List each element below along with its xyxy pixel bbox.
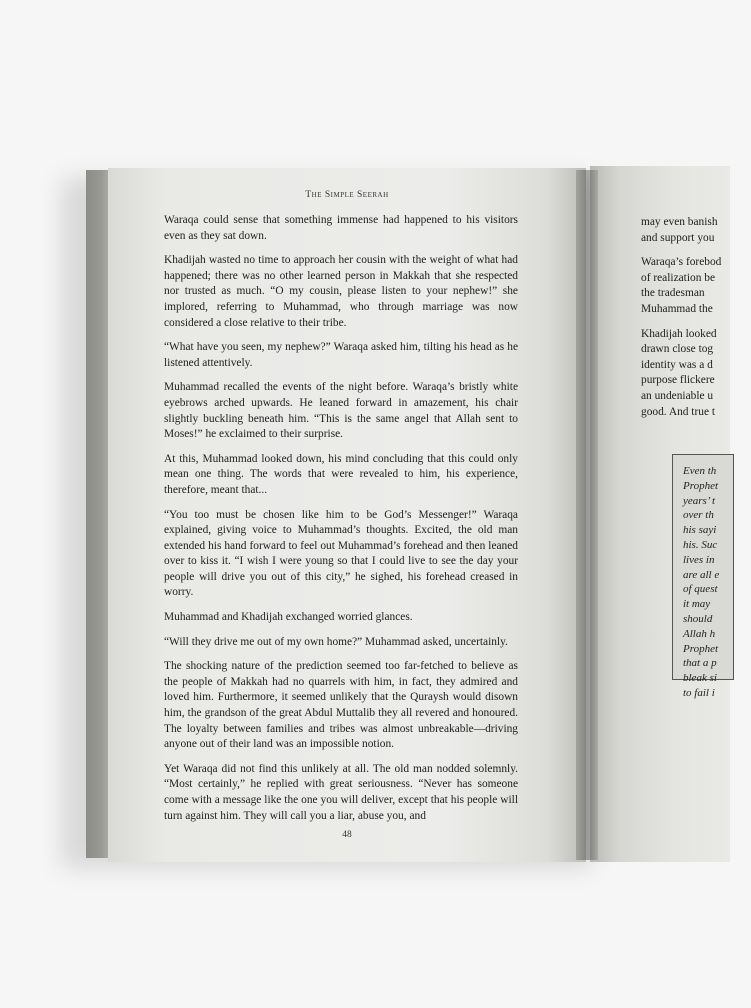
- quote-line: should: [683, 612, 713, 625]
- left-page-body: [164, 213, 518, 833]
- paragraph: The shocking nature of the prediction seemed too far-fetched to believe as the people of Makkah had no quarrels with him, in fact, they admired and loved him. Furthermore, it seemed unlikely that the Quraysh would disown him, the grandson of the great Abdul Muttalib they all revered and honoured. The loyalty between families and tribes was almost unbreakable—driving anyone out of their land was an impossible notion.: [164, 660, 518, 751]
- quote-line: that a p: [683, 657, 717, 670]
- quote-line: are all e: [683, 568, 720, 581]
- right-page-body: [641, 215, 751, 429]
- paragraph: “You too must be chosen like him to be God’s Messenger!” Waraqa explained, giving voice to Muhammad’s thoughts. Excited, the old man extended his hand forward to feel out Muhammad’s forehead and then leaned over to kiss it. “I wish I were young so that I could live to see the day your people will drive you out of this city,” he sighed, his forehead creased in worry.: [164, 508, 518, 599]
- quote-text: [673, 455, 733, 701]
- quote-line: Prophet: [683, 479, 719, 492]
- text-line: Muhammad the: [641, 302, 713, 315]
- quote-line: bleak si: [683, 672, 717, 685]
- quote-line: to fail i: [683, 686, 715, 699]
- paragraph: “Will they drive me out of my own home?” Muhammad asked, uncertainly.: [164, 635, 508, 648]
- text-line: may even banish: [641, 216, 718, 228]
- text-line: good. And true t: [641, 405, 716, 418]
- paragraph: [641, 327, 751, 421]
- text-line: the tradesman: [641, 287, 705, 300]
- text-line: Waraqa’s forebod: [641, 256, 722, 269]
- quote-line: Prophet: [683, 642, 719, 655]
- paragraph: Waraqa could sense that something immense had happened to his visitors even as they sat down.: [164, 214, 518, 242]
- quote-line: over th: [683, 509, 714, 522]
- running-head: The Simple Seerah: [305, 190, 389, 200]
- quote-box: [672, 454, 734, 699]
- paragraph: At this, Muhammad looked down, his mind concluding that this could only mean one thing. The words that were revealed to him, his experience, therefore, meant that...: [164, 452, 518, 496]
- text-line: drawn close tog: [641, 343, 714, 356]
- paragraph: Muhammad and Khadijah exchanged worried glances.: [164, 611, 413, 624]
- text-line: identity was a d: [641, 358, 713, 371]
- quote-line: it may: [683, 598, 711, 611]
- paragraph: Khadijah wasted no time to approach her cousin with the weight of what had happened; there was no other learned person in Makkah that she respected nor trusted as much. “O my cousin, please listen to your nephew!” she implored, referring to Muhammad, who through marriage was now considered a close relative to their tribe.: [164, 254, 518, 329]
- quote-line: his sayi: [683, 524, 717, 537]
- book-gutter: [576, 170, 598, 860]
- text-line: of realization be: [641, 271, 716, 284]
- quote-line: lives in: [683, 553, 715, 566]
- text-line: and support you: [641, 231, 715, 244]
- paragraph: Muhammad recalled the events of the night before. Waraqa’s bristly white eyebrows arched upwards. He leaned forward in amazement, his chair slightly buckling beneath him. “This is the same angel that Allah sent to Moses!” he exclaimed to their surprise.: [164, 381, 518, 441]
- paragraph: “What have you seen, my nephew?” Waraqa asked him, tilting his head as he listened attentively.: [164, 341, 518, 369]
- quote-line: Allah h: [683, 627, 716, 640]
- page-number: 48: [342, 830, 352, 840]
- quote-line: years’ t: [683, 494, 716, 507]
- paragraph: [641, 255, 751, 317]
- paragraph: [641, 215, 751, 246]
- paragraph: Yet Waraqa did not find this unlikely at all. The old man nodded solemnly. “Most certainly,” he replied with great seriousness. “Never has someone come with a message like the one you will deliver, except that his people will turn against him. They will call you a liar, abuse you, and: [164, 762, 518, 822]
- quote-line: Even th: [683, 465, 717, 477]
- quote-line: of quest: [683, 583, 718, 596]
- text-line: purpose flickere: [641, 374, 715, 387]
- text-line: Khadijah looked: [641, 327, 717, 340]
- text-line: an undeniable u: [641, 389, 714, 402]
- quote-line: his. Suc: [683, 538, 718, 551]
